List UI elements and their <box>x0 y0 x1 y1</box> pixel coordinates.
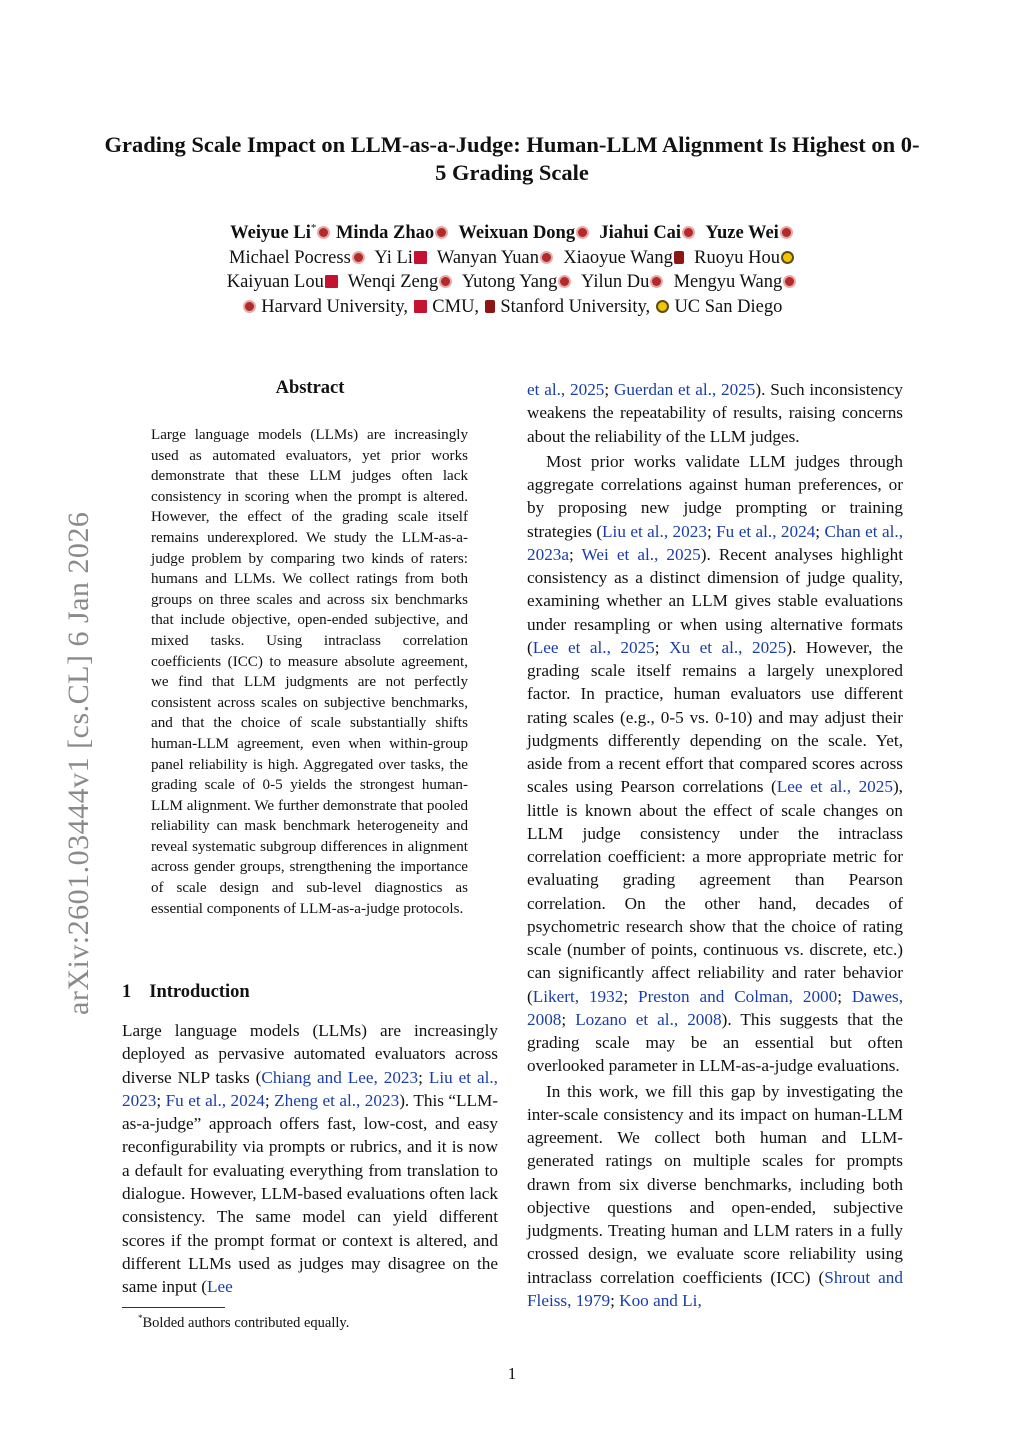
affiliation-line <box>100 295 924 320</box>
harvard-affiliation-icon <box>558 275 571 288</box>
intro-paragraph <box>527 378 903 448</box>
arxiv-stamp: arXiv:2601.03444v1 [cs.CL] 6 Jan 2026 <box>62 511 95 1015</box>
citation-link[interactable]: Fu et al., 2024 <box>716 521 816 541</box>
body-text: ). Such inconsistency weakens the repeatability of results, raising concerns about the reliability of the LLM judges. <box>527 380 903 446</box>
body-text: ; <box>837 986 852 1006</box>
citation-link[interactable]: Lozano et al., 2008 <box>575 1009 722 1029</box>
citation-link[interactable]: et al., 2025 <box>527 380 605 399</box>
citation-link[interactable]: Shrout and Fleiss, 1979 <box>527 1267 903 1310</box>
author-name: Minda Zhao <box>335 223 435 243</box>
citation-link[interactable]: Chan et al., 2023a <box>527 521 903 564</box>
author-block <box>100 221 924 319</box>
body-text: ; <box>610 1290 620 1310</box>
stanford-affiliation-icon <box>674 251 684 264</box>
section-title: Introduction <box>149 982 250 1002</box>
citation-link[interactable]: Likert, 1932 <box>532 986 624 1006</box>
author-name: Michael Pocress <box>229 247 351 268</box>
harvard-affiliation-icon <box>317 226 330 239</box>
harvard-affiliation-icon <box>576 226 589 239</box>
body-text: ; <box>418 1067 429 1087</box>
cmu-affiliation-icon <box>414 251 427 264</box>
harvard-affiliation-icon <box>650 275 663 288</box>
author-name: Xiaoyue Wang <box>563 247 673 268</box>
author-name: Weixuan Dong <box>458 223 576 243</box>
body-text: ; <box>264 1090 275 1110</box>
body-text: Large language models (LLMs) are increasingly deployed as pervasive automated evaluators across diverse NLP tasks ( <box>122 1021 498 1087</box>
citation-link[interactable]: Preston and Colman, 2000 <box>638 986 838 1006</box>
author-name: Jiahui Cai <box>599 223 682 243</box>
author-name: Yilun Du <box>581 272 650 292</box>
body-text: ; <box>561 1009 576 1029</box>
citation-link[interactable]: Zheng et al., 2023 <box>274 1090 400 1110</box>
harvard-affiliation-icon <box>783 275 796 288</box>
intro-left-column <box>122 1019 498 1299</box>
abstract-text: Large language models (LLMs) are increasingly used as automated evaluators, yet prior works demonstrate that these LLM judges often lack consistency in scoring when the prompt is altered. However, the effect of the grading scale itself remains underexplored. We study the LLM-as-a-judge problem by comparing two kinds of raters: humans and LLMs. We collect ratings from both groups on three scales and across six benchmarks that include objective, open-ended subjective, and mixed tasks. Using intraclass correlation coefficients (ICC) to measure absolute agreement, we find that LLM judgments are not perfectly consistent across scales on subjective benchmarks, and that the choice of scale substantially shifts human-LLM agreement, even when within-group panel reliability is high. Aggregated over tasks, the grading scale of 0-5 yields the strongest human-LLM alignment. We further demonstrate that pooled reliability can mask benchmark heterogeneity and reveal systematic subgroup differences in alignment across gender groups, strengthening the importance of scale design and sub-level diagnostics as essential components of LLM-as-a-judge protocols. <box>151 427 468 917</box>
body-text: ). This suggests that the grading scale may be an essential but often overlooked parameter in LLM-as-a-judge evaluations. <box>527 1009 903 1076</box>
body-text: ; <box>604 380 614 399</box>
harvard-affiliation-icon <box>540 251 553 264</box>
author-name: Wenqi Zeng <box>347 272 439 292</box>
affiliation-name: CMU, <box>432 296 480 317</box>
body-text: ), little is known about the effect of scale changes on LLM judge consistency under the intraclass correlation coefficient: a more appropriate metric for evaluating grading agreement than Pearson correlation. On the other hand, decades of psychometric research show that the choice of rating scale (number of points, continuous vs. discrete, etc.) can significantly affect reliability and rater behavior ( <box>527 777 903 1006</box>
page-number: 1 <box>507 1364 517 1383</box>
intro-paragraph <box>122 1019 498 1299</box>
footnote-rule <box>122 1307 225 1308</box>
affiliation-name: Stanford University, <box>500 296 651 317</box>
affiliation-name: Harvard University, <box>261 296 409 317</box>
citation-link[interactable]: Fu et al., 2024 <box>165 1090 265 1110</box>
body-text: Most prior works validate LLM judges through aggregate correlations against human preferences, or by proposing new judge prompting or training strategies ( <box>527 451 903 541</box>
author-name: Yutong Yang <box>461 272 558 292</box>
ucsd-affiliation-icon <box>656 300 669 313</box>
citation-link[interactable]: Koo and Li, <box>619 1290 702 1310</box>
author-name: Weiyue Li <box>230 223 311 243</box>
citation-link[interactable]: Xu et al., 2025 <box>669 637 787 657</box>
citation-link[interactable]: Liu et al., 2023 <box>602 521 707 541</box>
intro-paragraph <box>527 1080 903 1313</box>
author-name: Yuze Wei <box>705 223 779 243</box>
body-text: In this work, we fill this gap by investigating the inter-scale consistency and its impact on human-LLM agreement. We collect both human and LLM-generated ratings on multiple scales for prompts drawn from six diverse benchmarks, including both objective questions and open-ended, subjective judgments. Treating human and LLM raters in a fully crossed design, we evaluate score reliability using intraclass correlation coefficients (ICC) ( <box>527 1081 903 1287</box>
harvard-affiliation-icon <box>780 226 793 239</box>
harvard-affiliation-icon <box>435 226 448 239</box>
paper-title: Grading Scale Impact on LLM-as-a-Judge: Human-LLM Alignment Is Highest on 0-5 Grading Scale <box>104 132 920 185</box>
citation-link[interactable]: Wei et al., 2025 <box>581 544 701 564</box>
author-line-3 <box>100 270 924 295</box>
body-text: ; <box>623 986 639 1006</box>
citation-link[interactable]: Chiang and Lee, 2023 <box>261 1067 419 1087</box>
body-text: ). Recent analyses highlight consistency as a distinct dimension of judge quality, examining whether an LLM gives stable evaluations under resampling or when using alternative formats ( <box>527 544 903 657</box>
harvard-affiliation-icon <box>352 251 365 264</box>
body-text: ; <box>654 637 670 657</box>
author-name: Yi Li <box>374 247 413 268</box>
footnote <box>138 1315 349 1332</box>
author-name: Wanyan Yuan <box>436 247 539 268</box>
body-text: ; <box>815 521 825 541</box>
section-heading-introduction <box>122 982 250 1003</box>
intro-paragraph <box>527 450 903 1078</box>
author-name: Mengyu Wang <box>673 272 783 292</box>
harvard-affiliation-icon <box>243 300 256 313</box>
author-line-2 <box>100 246 924 271</box>
citation-link[interactable]: Lee et al., 2025 <box>776 777 893 797</box>
footnote-marker: * <box>310 221 317 234</box>
intro-right-column <box>527 378 903 1312</box>
stanford-affiliation-icon <box>485 300 495 313</box>
citation-link[interactable]: Lee <box>206 1277 233 1297</box>
body-text: ; <box>156 1090 166 1110</box>
section-number: 1 <box>122 982 132 1002</box>
author-name: Kaiyuan Lou <box>226 272 324 292</box>
footnote-marker: * <box>138 1313 143 1324</box>
body-text: ). This “LLM-as-a-judge” approach offers fast, low-cost, and easy reconfigurability via prompts or rubrics, and it is now a default for evaluating everything from translation to dialogue. However, LLM-based evaluations often lack consistency. The same model can yield different scores if the prompt format or context is altered, and different LLMs used as judges may disagree on the same input ( <box>122 1090 498 1297</box>
citation-link[interactable]: Dawes, 2008 <box>527 986 903 1029</box>
harvard-affiliation-icon <box>682 226 695 239</box>
body-text: ). However, the grading scale itself remains a largely unexplored factor. In practice, human evaluators use different rating scales (e.g., 0-5 vs. 0-10) and may adjust their judgments differently depending on the scale. Yet, aside from a recent effort that compared scores across scales using Pearson correlations ( <box>527 637 903 797</box>
citation-link[interactable]: Lee et al., 2025 <box>532 637 655 657</box>
cmu-affiliation-icon <box>414 300 427 313</box>
affiliation-name: UC San Diego <box>674 296 783 317</box>
citation-link[interactable]: Liu et al., 2023 <box>122 1067 498 1110</box>
body-text: ; <box>569 544 582 564</box>
body-text: ; <box>706 521 717 541</box>
author-line-1 <box>100 221 924 246</box>
ucsd-affiliation-icon <box>781 251 794 264</box>
footnote-text: Bolded authors contributed equally. <box>142 1315 350 1331</box>
author-name: Ruoyu Hou <box>694 247 780 268</box>
harvard-affiliation-icon <box>439 275 452 288</box>
abstract-heading: Abstract <box>275 378 345 398</box>
citation-link[interactable]: Guerdan et al., 2025 <box>614 380 756 399</box>
cmu-affiliation-icon <box>325 275 338 288</box>
